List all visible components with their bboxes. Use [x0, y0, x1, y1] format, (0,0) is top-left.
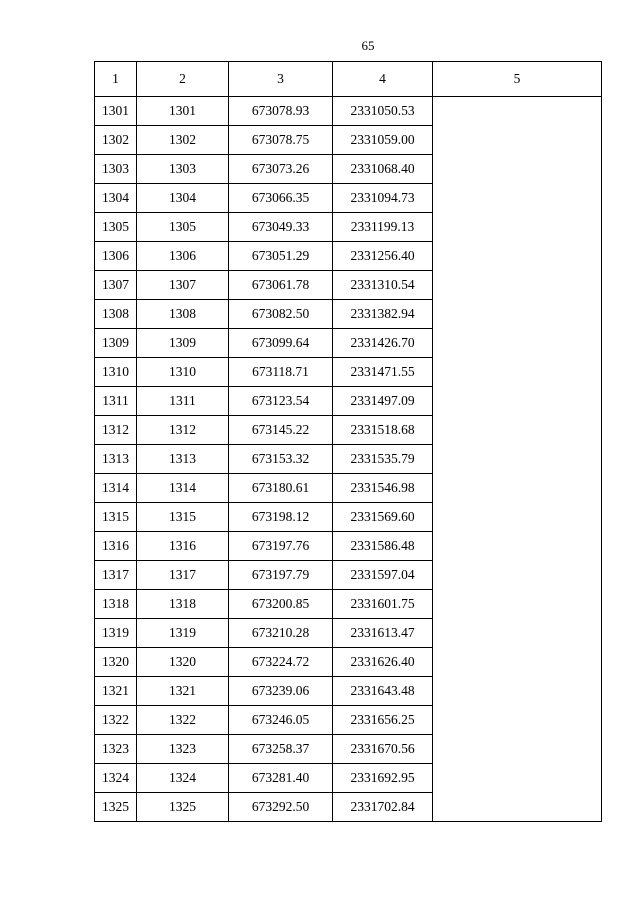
table-cell: 1324: [95, 764, 137, 793]
table-cell: 2331643.48: [333, 677, 433, 706]
table-cell: 2331094.73: [333, 184, 433, 213]
table-cell: 1310: [95, 358, 137, 387]
table-cell: 2331310.54: [333, 271, 433, 300]
table-cell: 673145.22: [229, 416, 333, 445]
table-cell: 673066.35: [229, 184, 333, 213]
table-cell: 1301: [137, 97, 229, 126]
table-cell: 1314: [137, 474, 229, 503]
coordinates-table: [94, 61, 602, 822]
table-cell: 2331050.53: [333, 97, 433, 126]
table-cell: 2331546.98: [333, 474, 433, 503]
table-cell: 673061.78: [229, 271, 333, 300]
table-cell: 1321: [95, 677, 137, 706]
column-header: 4: [333, 62, 433, 97]
table-cell: 673246.05: [229, 706, 333, 735]
table-cell: 1319: [137, 619, 229, 648]
table-cell: 2331059.00: [333, 126, 433, 155]
table-cell: 1307: [95, 271, 137, 300]
table-cell: 2331586.48: [333, 532, 433, 561]
table-cell: 673197.76: [229, 532, 333, 561]
table-cell: 2331569.60: [333, 503, 433, 532]
table-cell: 1304: [137, 184, 229, 213]
table-cell: 673078.75: [229, 126, 333, 155]
table-cell: 2331471.55: [333, 358, 433, 387]
table-row: [95, 97, 602, 126]
table-cell: 1313: [137, 445, 229, 474]
table-cell: 1301: [95, 97, 137, 126]
table-cell: 1325: [137, 793, 229, 822]
table-cell: 1318: [137, 590, 229, 619]
column-header: 3: [229, 62, 333, 97]
table-cell: 1312: [95, 416, 137, 445]
table-cell: 673292.50: [229, 793, 333, 822]
column-header: 2: [137, 62, 229, 97]
table-cell: 1315: [137, 503, 229, 532]
table-cell: 2331626.40: [333, 648, 433, 677]
table-cell: 673153.32: [229, 445, 333, 474]
table-cell: 1305: [95, 213, 137, 242]
table-cell: 2331613.47: [333, 619, 433, 648]
table-cell: 2331256.40: [333, 242, 433, 271]
table-cell: 673281.40: [229, 764, 333, 793]
table-cell: 673197.79: [229, 561, 333, 590]
page-number: 65: [361, 38, 375, 53]
table-cell: 2331702.84: [333, 793, 433, 822]
table-cell: 2331597.04: [333, 561, 433, 590]
table-cell: 1306: [95, 242, 137, 271]
table-cell: 1310: [137, 358, 229, 387]
table-cell: 2331497.09: [333, 387, 433, 416]
table-cell: 1303: [137, 155, 229, 184]
table-cell: 1322: [95, 706, 137, 735]
table-cell: 1320: [95, 648, 137, 677]
table-cell: 2331426.70: [333, 329, 433, 358]
table-cell: 673180.61: [229, 474, 333, 503]
table-cell: 673082.50: [229, 300, 333, 329]
table-cell: 673099.64: [229, 329, 333, 358]
table-cell: 1317: [137, 561, 229, 590]
table-cell: 2331692.95: [333, 764, 433, 793]
table-cell: 1324: [137, 764, 229, 793]
table-cell: 1302: [95, 126, 137, 155]
table-cell: 1325: [95, 793, 137, 822]
table-cell: 673051.29: [229, 242, 333, 271]
table-cell: 1312: [137, 416, 229, 445]
empty-column-5-cell: [433, 97, 602, 822]
table-cell: 1304: [95, 184, 137, 213]
table-cell: 1314: [95, 474, 137, 503]
column-header: 5: [433, 62, 602, 97]
table-cell: 1316: [95, 532, 137, 561]
table-cell: 1307: [137, 271, 229, 300]
table-cell: 673118.71: [229, 358, 333, 387]
table-cell: 1305: [137, 213, 229, 242]
table-cell: 2331068.40: [333, 155, 433, 184]
table-cell: 2331199.13: [333, 213, 433, 242]
table-cell: 2331382.94: [333, 300, 433, 329]
table-cell: 1323: [137, 735, 229, 764]
table-cell: 1311: [137, 387, 229, 416]
table-body: [95, 97, 602, 822]
table-cell: 673073.26: [229, 155, 333, 184]
table-cell: 1308: [95, 300, 137, 329]
table-cell: 2331670.56: [333, 735, 433, 764]
table-cell: 1321: [137, 677, 229, 706]
table-cell: 1303: [95, 155, 137, 184]
table-cell: 2331535.79: [333, 445, 433, 474]
table-cell: 2331601.75: [333, 590, 433, 619]
table-cell: 1309: [137, 329, 229, 358]
table-cell: 673224.72: [229, 648, 333, 677]
table-cell: 673078.93: [229, 97, 333, 126]
table-cell: 1311: [95, 387, 137, 416]
table-cell: 1315: [95, 503, 137, 532]
table-cell: 673200.85: [229, 590, 333, 619]
table-cell: 673123.54: [229, 387, 333, 416]
table-cell: 1308: [137, 300, 229, 329]
table-cell: 1318: [95, 590, 137, 619]
table-cell: 1322: [137, 706, 229, 735]
table-cell: 1309: [95, 329, 137, 358]
table-cell: 1319: [95, 619, 137, 648]
column-header: 1: [95, 62, 137, 97]
table-cell: 2331656.25: [333, 706, 433, 735]
table-cell: 2331518.68: [333, 416, 433, 445]
table-cell: 1313: [95, 445, 137, 474]
table-cell: 673210.28: [229, 619, 333, 648]
table-cell: 1323: [95, 735, 137, 764]
table-cell: 673198.12: [229, 503, 333, 532]
table-cell: 673239.06: [229, 677, 333, 706]
table-cell: 673049.33: [229, 213, 333, 242]
table-cell: 1317: [95, 561, 137, 590]
table-cell: 673258.37: [229, 735, 333, 764]
table-cell: 1302: [137, 126, 229, 155]
table-cell: 1320: [137, 648, 229, 677]
table-cell: 1306: [137, 242, 229, 271]
table-cell: 1316: [137, 532, 229, 561]
table-header-row: [95, 62, 602, 97]
